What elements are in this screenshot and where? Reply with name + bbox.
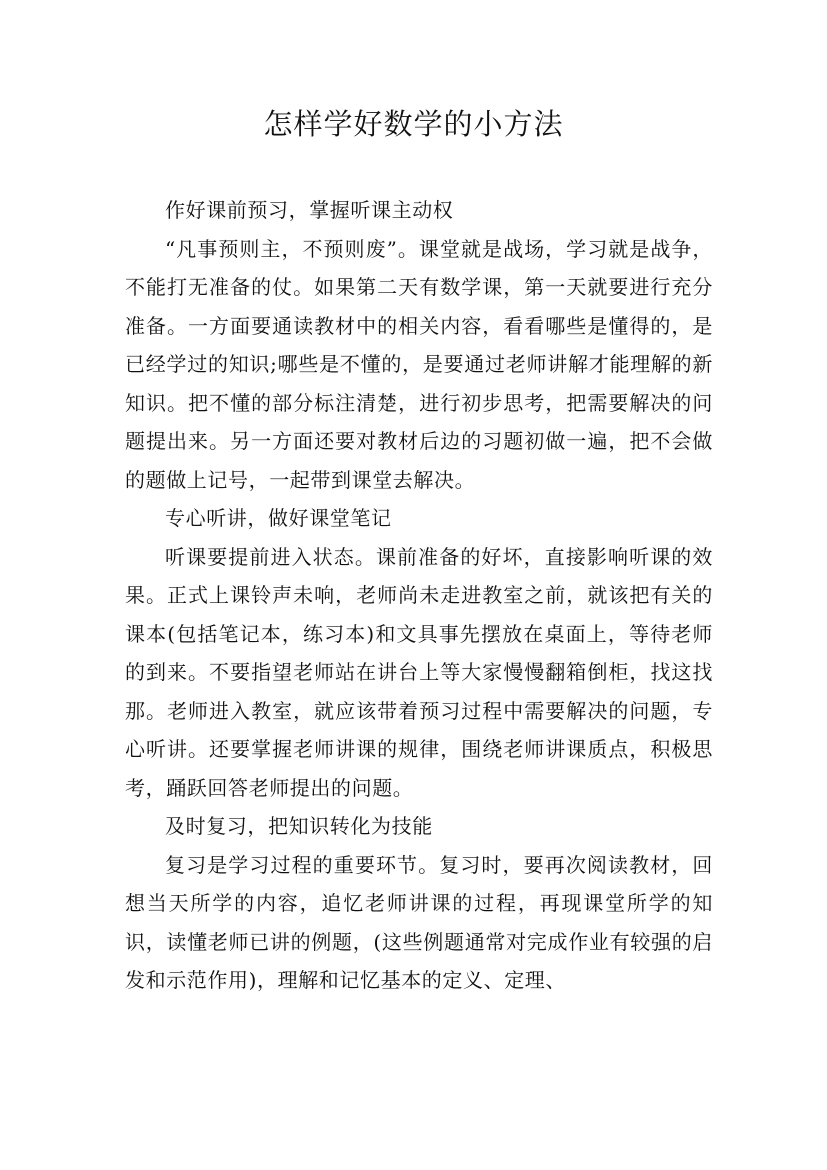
section-paragraph-listening: 听课要提前进入状态。课前准备的好坏，直接影响听课的效果。正式上课铃声未响，老师尚未走进教室之前，就该把有关的课本(包括笔记本，练习本)和文具事先摆放在桌面上，等待老师的到来。不要指望老师站在讲台上等大家慢慢翻箱倒柜，找这找那。老师进入教室，就应该带着预习过程中需要解决的问题，专心听讲。还要掌握老师讲课的规律，围绕老师讲课质点，积极思考，踊跃回答老师提出的问题。 (125, 544, 713, 800)
document-body (125, 191, 713, 1000)
section-paragraph-preview: “凡事预则主，不预则废”。课堂就是战场，学习就是战争，不能打无准备的仗。如果第二天有数学课，第一天就要进行充分准备。一方面要通读教材中的相关内容，看看哪些是懂得的，是已经学过的知识;哪些是不懂的，是要通过老师讲解才能理解的新知识。把不懂的部分标注清楚，进行初步思考，把需要解决的问题提出来。另一方面还要对教材后边的习题初做一遍，把不会做的题做上记号，一起带到课堂去解决。 (125, 236, 713, 492)
document-title: 怎样学好数学的小方法 (263, 107, 564, 141)
section-heading-preview: 作好课前预习，掌握听课主动权 (165, 198, 454, 222)
section-heading-review: 及时复习，把知识转化为技能 (165, 814, 433, 838)
section-paragraph-review: 复习是学习过程的重要环节。复习时，要再次阅读教材，回想当天所学的内容，追忆老师讲课的过程，再现课堂所学的知识，读懂老师已讲的例题，(这些例题通常对完成作业有较强的启发和示范作用)，理解和记忆基本的定义、定理、 (125, 852, 713, 992)
section-heading-listening: 专心听讲，做好课堂笔记 (165, 506, 392, 530)
